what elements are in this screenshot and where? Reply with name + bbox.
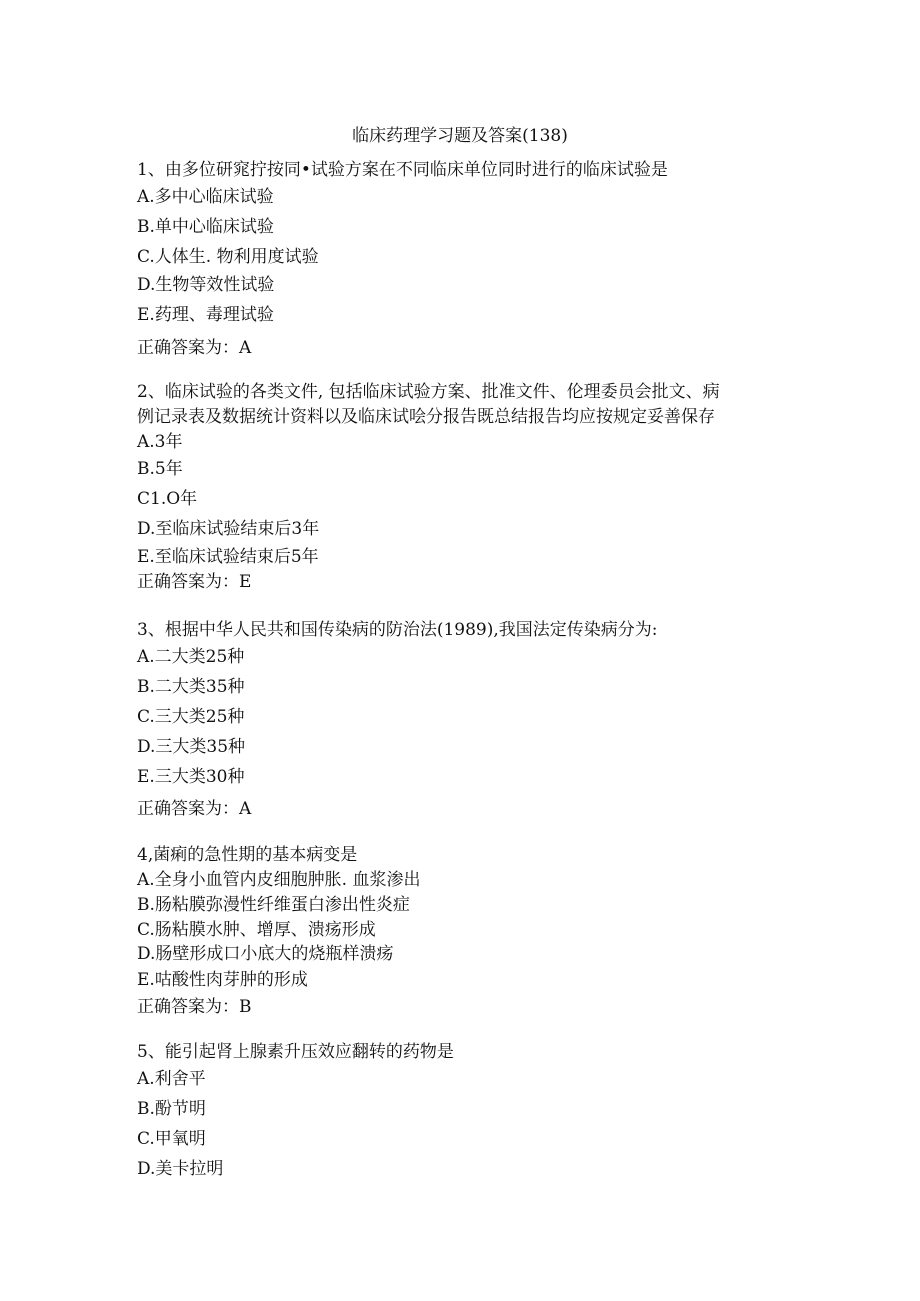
question-2-stem-line-1: 2、临床试验的各类文件, 包括临床试验方案、批准文件、伦理委员会批文、病 [137, 382, 720, 402]
question-2-option-e: E.至临床试验结束后5年 [137, 547, 319, 567]
question-3-option-b: B.二大类35种 [137, 677, 245, 697]
question-5-option-b: B.酚节明 [137, 1099, 206, 1119]
question-4-option-a: A.全身小血管内皮细胞肿胀. 血浆渗出 [137, 870, 421, 890]
question-2-option-a: A.3年 [137, 432, 183, 452]
question-3-answer: 正确答案为：A [137, 799, 252, 819]
question-4-option-c: C.肠粘膜水肿、增厚、溃疡形成 [137, 920, 376, 940]
question-3-option-a: A.二大类25种 [137, 647, 245, 667]
question-4-option-e: E.咕酸性肉芽肿的形成 [137, 970, 308, 990]
document-title: 临床药理学习题及答案(138) [352, 126, 568, 146]
question-4-option-b: B.肠粘膜弥漫性纤维蛋白渗出性炎症 [137, 895, 410, 915]
question-3-option-d: D.三大类35种 [137, 737, 246, 757]
question-5-stem: 5、能引起肾上腺素升压效应翻转的药物是 [137, 1042, 454, 1062]
question-2-stem-line-2: 例记录表及数据统计资料以及临床试哙分报告既总结报告均应按规定妥善保存 [137, 407, 715, 427]
question-1-option-d: D.生物等效性试验 [137, 275, 275, 295]
question-2-option-b: B.5年 [137, 459, 183, 479]
question-1-stem: 1、由多位研窕拧按同•试验方案在不同临床单位同时进行的临床试验是 [137, 160, 668, 180]
question-2-option-d: D.至临床试验结束后3年 [137, 519, 320, 539]
question-5-option-a: A.利舍平 [137, 1069, 206, 1089]
question-2-answer: 正确答案为：E [137, 572, 252, 592]
question-3-option-c: C.三大类25种 [137, 707, 245, 727]
question-1-option-c: C.人体生. 物利用度试验 [137, 247, 319, 267]
question-3-option-e: E.三大类30种 [137, 767, 245, 787]
question-4-option-d: D.肠壁形成口小底大的烧瓶样溃疡 [137, 944, 394, 964]
question-5-option-d: D.美卡拉明 [137, 1159, 224, 1179]
question-5-option-c: C.甲氧明 [137, 1129, 206, 1149]
question-1-option-b: B.单中心临床试验 [137, 217, 274, 237]
question-2-option-c: C1.O年 [137, 489, 198, 509]
question-1-option-e: E.药理、毒理试验 [137, 305, 274, 325]
question-4-stem: 4,菌痢的急性期的基本病变是 [137, 845, 358, 865]
question-4-answer: 正确答案为：B [137, 997, 252, 1017]
question-3-stem: 3、根据中华人民共和国传染病的防治法(1989),我国法定传染病分为: [137, 620, 658, 640]
question-1-answer: 正确答案为：A [137, 338, 252, 358]
question-1-option-a: A.多中心临床试验 [137, 187, 274, 207]
